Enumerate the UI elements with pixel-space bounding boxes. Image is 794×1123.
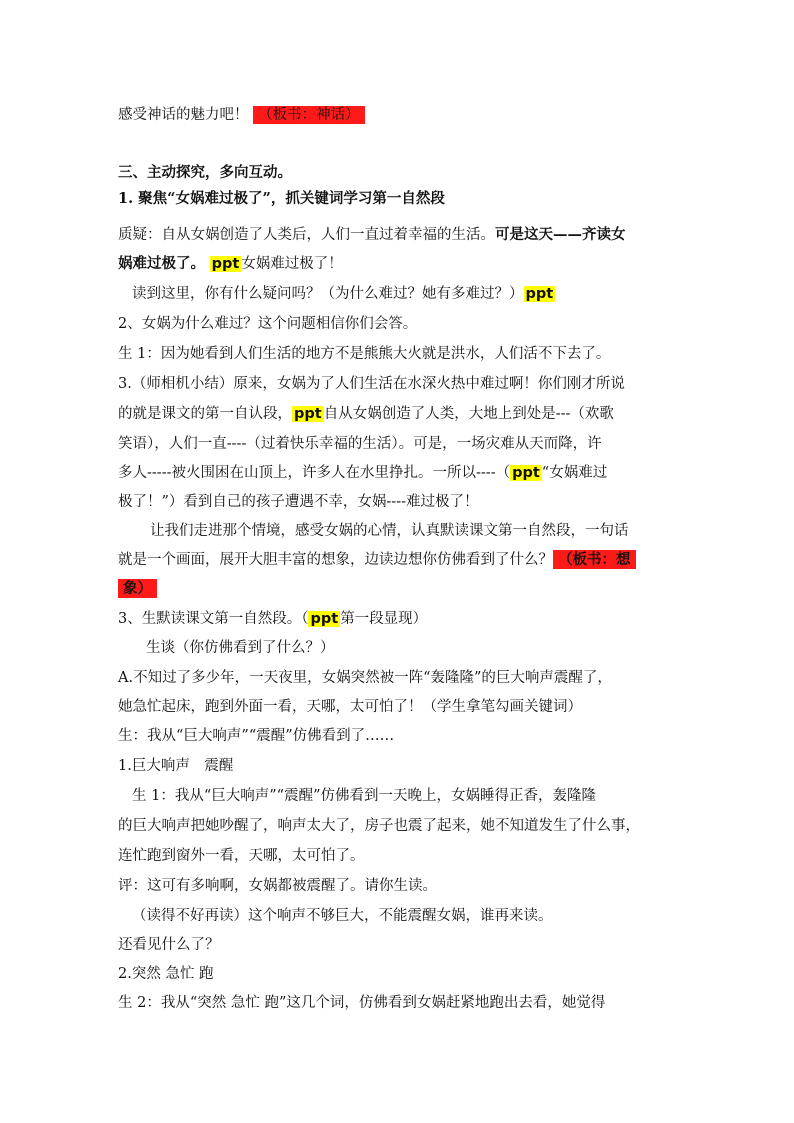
question-bold-end: 娲难过极了。: [118, 255, 205, 272]
keyword-2: 2.突然 急忙 跑: [118, 966, 214, 982]
board-tag-imagine-b: 象）: [118, 579, 157, 598]
passage-a-line-2: 她急忙起床，跑到外面一看，天哪，太可怕了！（学生拿笔勾画关键词）: [118, 699, 582, 715]
line-intro: [118, 105, 365, 125]
para-2: 2、女娲为什么难过？这个问题相信你们会答。: [118, 316, 418, 332]
para-3-text-d: “女娲难过: [541, 465, 608, 481]
keyword-1: 1.巨大响声 震醒: [118, 758, 234, 774]
para-4-text: 就是一个画面，展开大胆丰富的想象，边读边想你仿佛看到了什么？: [118, 552, 553, 568]
question-line-2: [118, 254, 343, 274]
question-text: 质疑：自从女娲创造了人类后，人们一直过着幸福的生活。: [118, 227, 495, 243]
para-3-line-1: 3.（师相机小结）原来，女娲为了人们生活在水深火热中难过啊！你们刚才所说: [118, 376, 625, 392]
para-5-text-a: 3、生默读课文第一自然段。（: [118, 611, 309, 627]
para-6: 生谈（你仿佛看到了什么？）: [146, 640, 335, 656]
student-line: 生：我从“巨大响声”“震醒”仿佛看到了……: [118, 728, 395, 744]
doubt-text: 读到这里，你有什么疑问吗？（为什么难过？她有多难过？）: [132, 286, 524, 302]
para-3-text-a: 的就是课文的第一自认段，: [118, 406, 292, 422]
para-3-line-4: [118, 463, 607, 483]
doubt-line: [132, 284, 555, 304]
ppt-marker-3: ppt: [294, 406, 322, 422]
para-5: [118, 609, 427, 629]
ppt-marker-5: ppt: [310, 611, 339, 627]
intro-text: 感受神话的魅力吧！: [118, 107, 249, 123]
para-4-line-2: [118, 550, 636, 570]
para-4-line-3: [118, 579, 157, 599]
student-1-answer: 生 1：因为她看到人们生活的地方不是熊熊大火就是洪水，人们活不下去了。: [118, 346, 611, 362]
board-tag-myth: （板书：神话）: [253, 106, 365, 124]
para-3-line-5: 极了！”）看到自己的孩子遭遇不幸，女娲----难过极了！: [118, 494, 479, 510]
student-1b-line-2: 的巨大响声把她吵醒了，响声太大了，房子也震了起来，她不知道发生了什么事，: [118, 818, 640, 834]
question-line-1: [118, 225, 626, 245]
student-2-line: 生 2：我从“突然 急忙 跑”这几个词，仿佛看到女娲赶紧地跑出去看，她觉得: [118, 995, 606, 1011]
para-3-text-b: 自从女娲创造了人类，大地上到处是---（欢歌: [323, 406, 614, 422]
para-5-text-b: 第一段显现）: [340, 611, 428, 627]
question-bold-text: 可是这天——齐读女: [495, 226, 626, 243]
section3-heading: 三、主动探究，多向互动。: [118, 164, 292, 181]
comment-line: 评：这可有多响啊，女娲都被震醒了。请你生读。: [118, 878, 437, 894]
student-1b-line-3: 连忙跑到窗外一看，天哪，太可怕了。: [118, 848, 365, 864]
board-tag-imagine-a: （板书：想: [553, 550, 636, 569]
student-1b-line-1: 生 1：我从“巨大响声”“震醒”仿佛看到一天晚上，女娲睡得正香，轰隆隆: [132, 788, 596, 804]
passage-a-line-1: A.不知过了多少年，一天夜里，女娲突然被一阵“轰隆隆”的巨大响声震醒了，: [118, 670, 612, 686]
reread-line: （读得不好再读）这个响声不够巨大，不能震醒女娲，谁再来读。: [132, 908, 553, 924]
para-3-line-3: 笑语），人们一直----（过着快乐幸福的生活）。可是，一场灾难从天而降，许: [118, 436, 602, 452]
item1-heading: 1. 聚焦“女娲难过极了”，抓关键词学习第一自然段: [118, 190, 445, 207]
para-4-line-1: 让我们走进那个情境，感受女娲的心情，认真默读课文第一自然段，一句话: [150, 523, 629, 539]
ppt-caption-1: 女娲难过极了！: [241, 256, 343, 272]
more-line: 还看见什么了？: [118, 937, 220, 953]
ppt-marker-4: ppt: [512, 465, 540, 481]
para-3-text-c: 多人-----被火围困在山顶上，许多人在水里挣扎。一所以----（: [118, 465, 511, 481]
ppt-marker-2: ppt: [525, 286, 554, 302]
ppt-marker-1: ppt: [211, 256, 240, 272]
para-3-line-2: [118, 404, 614, 424]
